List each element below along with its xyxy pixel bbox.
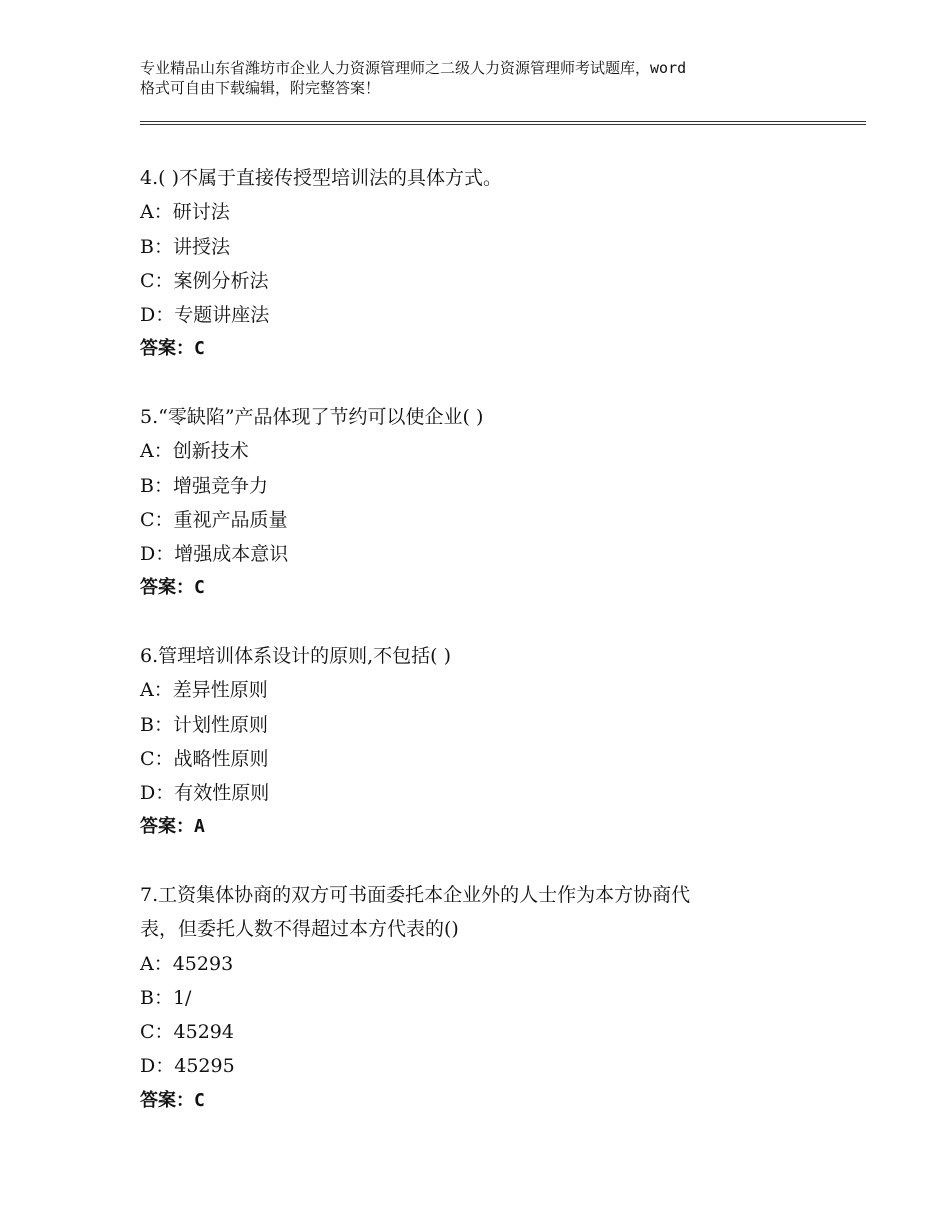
header-rule-bottom bbox=[140, 124, 866, 125]
option-d: D：增强成本意识 bbox=[140, 543, 289, 566]
answer-line: 答案：C bbox=[140, 338, 205, 360]
header-rule-top bbox=[140, 121, 866, 122]
option-d: D：45295 bbox=[140, 1055, 235, 1078]
option-b: B：1/ bbox=[140, 986, 192, 1009]
option-a: A：45293 bbox=[140, 952, 234, 975]
question-stem-continued: 表，但委托人数不得超过本方代表的() bbox=[140, 918, 459, 941]
question-stem: 6.管理培训体系设计的原则,不包括( ) bbox=[140, 645, 452, 667]
header-title-line-2: 格式可自由下载编辑，附完整答案！ bbox=[140, 79, 381, 97]
option-b: B：增强竞争力 bbox=[140, 474, 268, 497]
option-d: D：专题讲座法 bbox=[140, 304, 270, 327]
option-c: C：重视产品质量 bbox=[140, 508, 288, 531]
option-c: C：案例分析法 bbox=[140, 269, 269, 292]
answer-line: 答案：A bbox=[140, 816, 205, 838]
option-a: A：创新技术 bbox=[140, 440, 249, 463]
option-b: B：讲授法 bbox=[140, 235, 230, 258]
option-a: A：研讨法 bbox=[140, 201, 230, 224]
question-stem: 5.“零缺陷”产品体现了节约可以使企业( ) bbox=[140, 406, 484, 428]
option-c: C：45294 bbox=[140, 1021, 234, 1044]
question-block-5 bbox=[140, 400, 840, 606]
question-stem: 7.工资集体协商的双方可书面委托本企业外的人士作为本方协商代 bbox=[140, 884, 691, 906]
answer-line: 答案：C bbox=[140, 1089, 205, 1111]
question-stem: 4.( )不属于直接传授型培训法的具体方式。 bbox=[140, 167, 502, 189]
option-d: D：有效性原则 bbox=[140, 782, 270, 805]
answer-line: 答案：C bbox=[140, 577, 205, 599]
question-block-4 bbox=[140, 161, 840, 367]
question-block-6 bbox=[140, 639, 840, 845]
header-title-line-1: 专业精品山东省潍坊市企业人力资源管理师之二级人力资源管理师考试题库，word bbox=[140, 59, 687, 77]
option-a: A：差异性原则 bbox=[140, 679, 268, 702]
question-block-7 bbox=[140, 878, 840, 1118]
document-header bbox=[140, 58, 840, 98]
option-c: C：战略性原则 bbox=[140, 747, 269, 770]
option-b: B：计划性原则 bbox=[140, 713, 268, 736]
